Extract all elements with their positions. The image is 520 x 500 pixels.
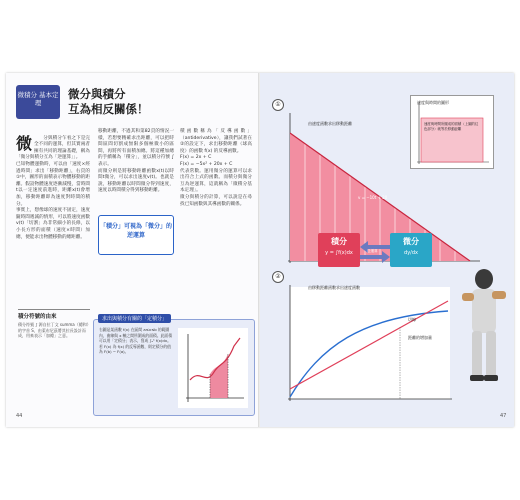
sidebar-title: 積分符號的由來: [18, 309, 90, 320]
graph1-line-label: v = −10t + 20: [358, 195, 388, 200]
text-column-2: 移動距離，不過其和第82頁的情況一樣，若想要精確求出距離，可以把時間區間切割成無限多個極微小的區間，再將所有面積加總。將這種加總的手續稱為「積分」，並以積分符號 ∫ 表示。 而微分則是將移動距離函數x(t)以時間t微分，可以求出速度v(t)。也就是說，移動距離以時間微分得到速度，速度以時間積分得到移動距離。: [98, 129, 174, 194]
graph2-line-label: 距離的增加量: [408, 335, 432, 340]
player-arm: [492, 291, 506, 299]
headline-line1: 微分與積分: [68, 87, 126, 101]
baseball-player-illustration: [454, 263, 512, 413]
derivative-title: 微分: [403, 237, 419, 246]
dropcap: 微: [16, 133, 33, 153]
chapter-badge: 微積分 基本定理: [16, 85, 60, 119]
integral-title: 積分: [331, 237, 347, 246]
integral-formula: y = ∫f(x)dx: [325, 250, 353, 256]
infobox-title: 求出與積分有關的「定積分」: [98, 314, 171, 323]
graph2-number: ②: [272, 271, 284, 283]
player-leg-left: [472, 331, 482, 377]
derivative-box: [390, 233, 432, 267]
definite-integral-box: [93, 316, 255, 416]
definite-integral-figure: [178, 328, 248, 408]
graph1-legend: 由速度函數求出移動距離: [308, 121, 352, 126]
graph2-curve-label: 切線: [408, 317, 416, 322]
page-number-left: 44: [16, 413, 23, 419]
player-shoe-left: [470, 375, 484, 381]
player-helmet: [475, 269, 493, 289]
column-1-body: 分與積分乍看之下是完全不同的運算，但其實兩者擁有共同的理論基礎，稱為「微分與積分互為「逆運算」」。 已知物體運動時，可以由「速度×經過時間」求出「移動距離」，右頁的①中，圖形的面積表示物體移動的距離。假設物體速度逐漸減慢，當時間t以一定速度前進時，距離x(t)會增加，移動距離即為速度對時間的積分。 事實上，想像球的速度不固定，速度隨時間遞減的情形，可以將速度函數v(t)「切割」為非常細小的長條，以小長方形的面積（速度×時間）加總，便能求出物體移動的總距離。: [16, 135, 90, 240]
graph1-number: ①: [272, 99, 284, 111]
player-glove: [462, 293, 474, 301]
text-column-3: 積函數稱為「反導函數」（antiderivative），讓我們試著在②的設定下，求出移動距離（球高度）的函數 f(x) 的反導函數。 F(x) = 2x + C F(x) = −5x² + 20x + C 代表常數。運用微分的運算可以求出符合上式的函數。而積分與微分互為逆運算，這就稱為「微積分基本定理」。 微分與積分的計算，可以說是在尋找已知函數與其導函數的關係。: [180, 129, 252, 207]
player-shoe-right: [484, 375, 498, 381]
player-leg-right: [486, 331, 496, 377]
arrow-label: 逆運算: [367, 249, 378, 253]
callout-box: 「積分」可視為「微分」的逆運算: [98, 215, 174, 255]
page-headline: [68, 87, 149, 117]
book-spread: [6, 73, 514, 427]
text-column-2b: [98, 259, 174, 315]
left-page: [6, 73, 260, 427]
sidebar-note: [18, 309, 90, 337]
graph2-legend: 由移動距離函數求出速度函數: [308, 285, 360, 290]
right-page: [260, 73, 514, 427]
infobox-text: 右圖是某函數 f(x) 在區間 a≤x≤b 的範圍內，曲線與 x 軸之間所圍成的面積。此面積可以用「定積分」表示，寫成 ∫ₐᵇ f(x)dx。 若 F(x) 為 f(x) 的反導函數，則定積分的值為 F(b) − F(a)。: [99, 327, 173, 355]
graph2-distance: [280, 277, 460, 407]
sidebar-text: 積分符號 ∫ 源自拉丁文 summa（總和）的字首 S，由萊布尼茲將其拉長設計而成，用來表示「加總」之意。: [18, 322, 89, 339]
graph1-inset: [410, 95, 494, 169]
text-column-1: [16, 129, 90, 299]
page-number-right: 47: [500, 413, 507, 419]
integral-box: [318, 233, 360, 267]
inset-plot: [411, 96, 493, 168]
derivative-formula: dy/dx: [404, 250, 418, 256]
inset-title: 速度與時間的圖形: [417, 100, 449, 105]
inset-note: 速度與時間所圍成的面積（上圖的紅色部分）就等於移動距離: [424, 122, 479, 131]
headline-line2: 互為相反關係！: [68, 102, 149, 116]
graph2-bg: [290, 287, 450, 399]
